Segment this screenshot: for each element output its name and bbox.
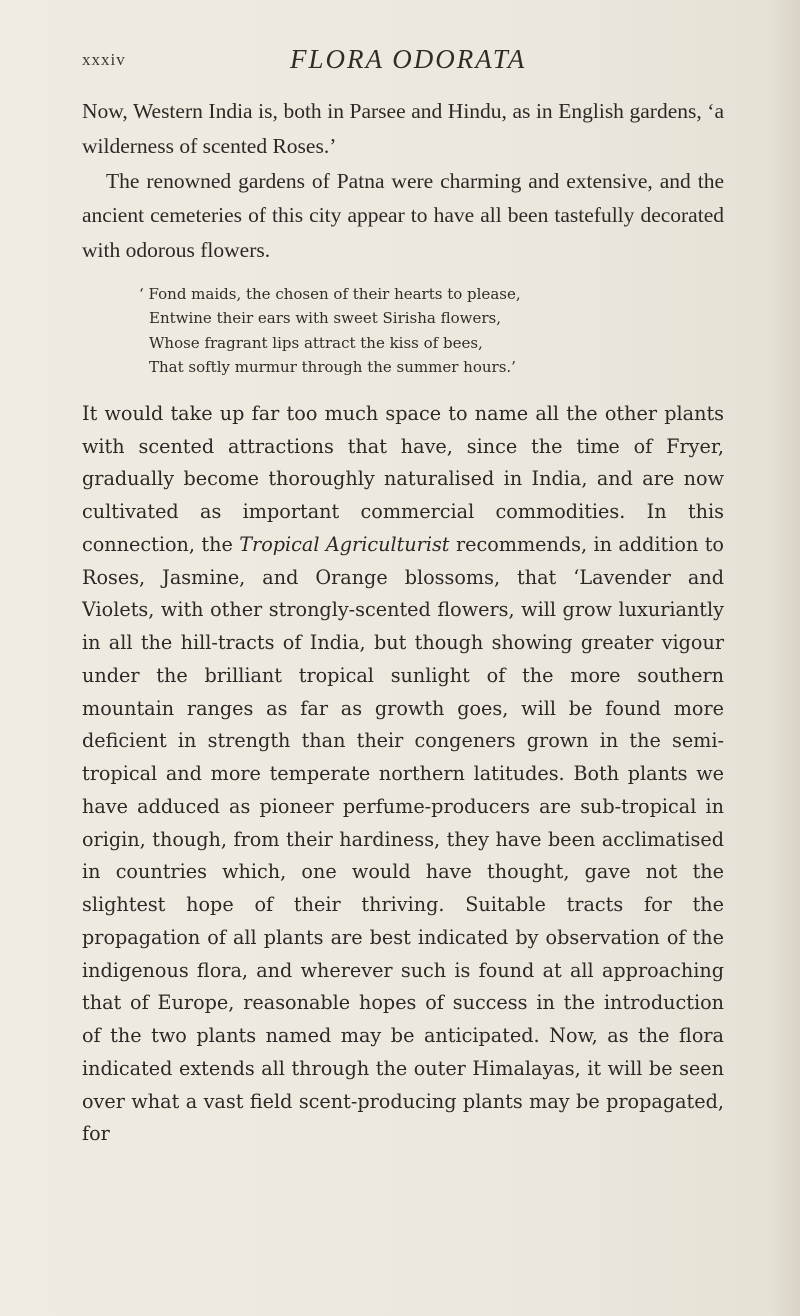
running-head <box>82 44 722 84</box>
book-title-italic: Tropical Agriculturist <box>239 532 450 556</box>
paragraph-western-india: Now, Western India is, both in Parsee and Hindu, as in English gardens, ‘a wilderness of scented Roses.’ <box>82 99 724 158</box>
verse-line: Whose fragrant lips attract the kiss of bees, <box>149 333 483 352</box>
paragraph-text: recommends, in addition to Roses, Jasmine, and Orange blossoms, that ‘Lavender and Violets, with other strongly-scented flowers, will grow luxuriantly in all the hill-tracts of India, but though showing greater vigour under the brilliant tropical sunlight of the more southern mountain ranges as far as growth goes, will be found more deficient in strength than their congeners grown in the semi-tropical and more temperate northern latitudes. Both plants we have adduced as pioneer perfume-producers are sub-tropical in origin, though, from their hardiness, they have been acclimatised in countries which, one would have thought, gave not the slightest hope of their thriving. Suitable tracts for the propagation of all plants are best indicated by observation of the indigenous flora, and wherever such is found at all approaching that of Europe, reasonable hopes of success in the introduction of the two plants named may be anticipated. Now, as the flora indicated extends all through the outer Himalayas, it will be seen over what a vast field scent-producing plants may be propagated, for <box>82 532 724 1146</box>
page-number: xxxiv <box>82 50 126 69</box>
paragraph-scented-plants <box>82 398 724 1151</box>
paragraph-text: It would take up far too much space to name all the other plants with scented attractions that have, since the time of Fryer, gradually become thoroughly naturalised in India, and are now cultivated as important commercial commodities. In this connection, the <box>82 401 724 556</box>
verse-line: Entwine their ears with sweet Sirisha flowers, <box>149 309 502 328</box>
page-edge-shadow <box>770 0 800 1316</box>
verse-line: ‘ Fond maids, the chosen of their hearts to please, <box>139 284 521 303</box>
verse-line: That softly murmur through the summer hours.’ <box>149 358 516 377</box>
verse-quotation <box>139 282 724 380</box>
running-title: FLORA ODORATA <box>290 44 527 74</box>
page-body <box>82 94 724 1151</box>
paragraph-patna-gardens: The renowned gardens of Patna were charming and extensive, and the ancient cemeteries of this city appear to have all been tastefully decorated with odorous flowers. <box>82 168 724 263</box>
